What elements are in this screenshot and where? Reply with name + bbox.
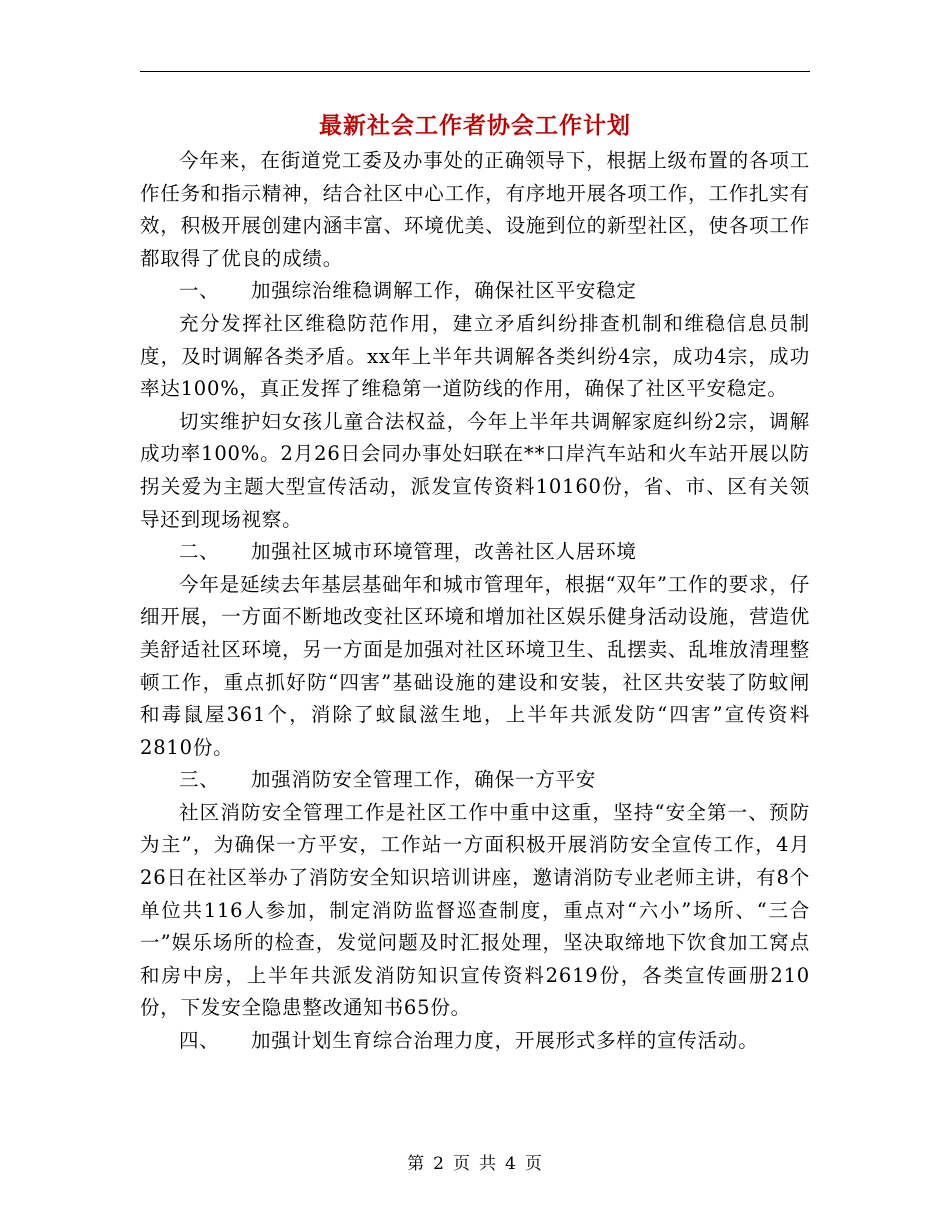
section-heading-text: 加强社区城市环境管理，改善社区人居环境 <box>251 540 637 564</box>
body-paragraph: 社区消防安全管理工作是社区工作中重中这重，坚持“安全第一、预防为主”，为确保一方平安，工作站一方面积极开展消防安全宣传工作，4月26日在社区举办了消防安全知识培训讲座，邀请消防专业老师主讲，有8个单位共116人参加，制定消防监督巡查制度，重点对“六小”场所、“三合一”娱乐场所的检查，发觉问题及时汇报处理，坚决取缔地下饮食加工窝点和房中房，上半年共派发消防知识宣传资料2619份，各类宣传画册210份，下发安全隐患整改通知书65份。 <box>140 800 810 1020</box>
section-heading-4 <box>140 1025 810 1058</box>
total-unit: 页 <box>524 1154 543 1174</box>
section-heading-2 <box>140 536 810 569</box>
body-paragraph: 充分发挥社区维稳防范作用，建立矛盾纠纷排查机制和维稳信息员制度，及时调解各类矛盾。xx年上半年共调解各类纠纷4宗，成功4宗，成功率达100%，真正发挥了维稳第一道防线的作用，确保了社区平安稳定。 <box>140 311 810 401</box>
document-title: 最新社会工作者协会工作计划 <box>319 112 631 139</box>
header-rule <box>140 71 810 72</box>
section-number: 二、 <box>179 540 220 564</box>
section-heading-3 <box>140 764 810 797</box>
section-heading-text: 加强计划生育综合治理力度，开展形式多样的宣传活动。 <box>251 1029 759 1053</box>
page-footer <box>0 1152 950 1176</box>
section-number: 四、 <box>179 1029 220 1053</box>
section-heading-text: 加强消防安全管理工作，确保一方平安 <box>251 768 597 792</box>
section-number: 三、 <box>179 768 220 792</box>
section-heading-text: 加强综治维稳调解工作，确保社区平安稳定 <box>251 279 637 303</box>
page-label: 第 <box>407 1154 426 1174</box>
total-pages: 4 <box>505 1154 517 1174</box>
body-paragraph: 切实维护妇女孩儿童合法权益，今年上半年共调解家庭纠纷2宗，调解成功率100%。2月26日会同办事处妇联在**口岸汽车站和火车站开展以防拐关爱为主题大型宣传活动，派发宣传资料10160份，省、市、区有关领导还到现场视察。 <box>140 409 810 531</box>
section-number: 一、 <box>179 279 220 303</box>
page-number: 2 <box>433 1154 445 1174</box>
page-unit: 页 <box>453 1154 471 1174</box>
intro-paragraph: 今年来，在街道党工委及办事处的正确领导下，根据上级布置的各项工作任务和指示精神，结合社区中心工作，有序地开展各项工作，工作扎实有效，积极开展创建内涵丰富、环境优美、设施到位的新型社区，使各项工作都取得了优良的成绩。 <box>140 149 810 270</box>
document-body <box>140 145 810 1058</box>
body-paragraph: 今年是延续去年基层基础年和城市管理年，根据“双年”工作的要求，仔细开展，一方面不断地改变社区环境和增加社区娱乐健身活动设施，营造优美舒适社区环境，另一方面是加强对社区环境卫生、乱摆卖、乱堆放清理整顿工作，重点抓好防“四害”基础设施的建设和安装，社区共安装了防蚊闸和毒鼠屋361个，消除了蚊鼠滋生地，上半年共派发防“四害”宣传资料2810份。 <box>140 572 810 759</box>
section-heading-1 <box>140 275 810 308</box>
total-label: 共 <box>479 1154 497 1174</box>
